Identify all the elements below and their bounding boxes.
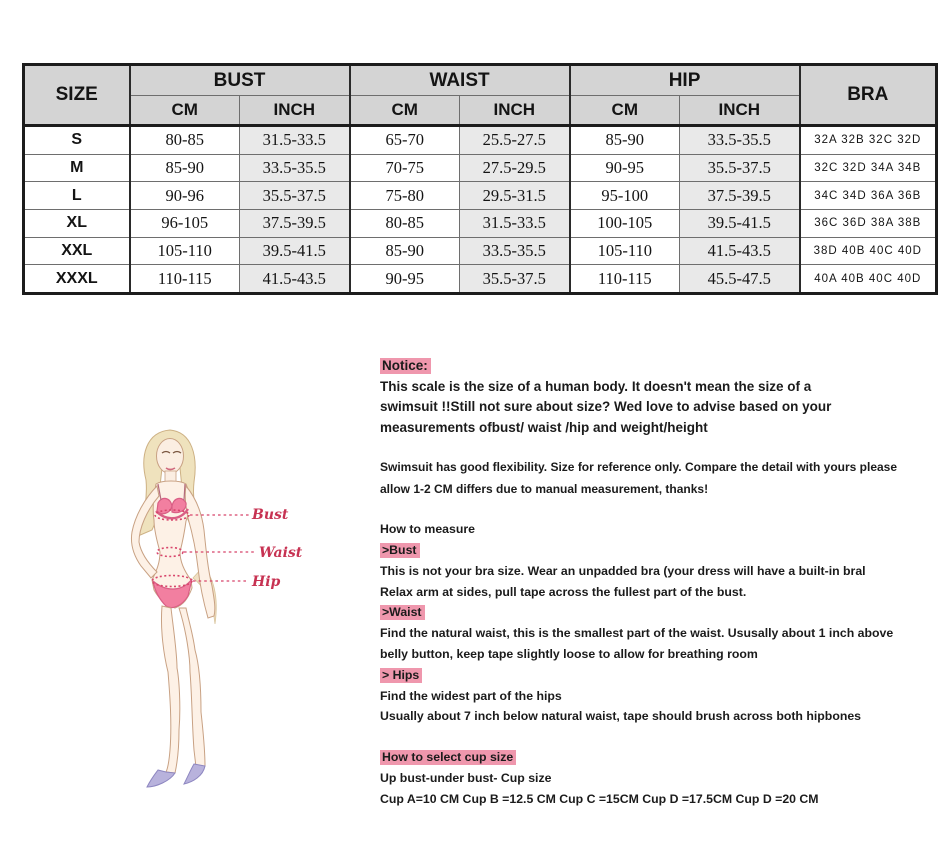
note-section-notice: [380, 356, 940, 438]
bust-label: Bust: [252, 507, 289, 523]
cell-hip-cm: 95-100: [570, 182, 680, 210]
highlighted-heading: >Bust: [380, 543, 420, 558]
cell-bust-inch: 33.5-35.5: [240, 154, 350, 182]
notes-column: [380, 356, 940, 810]
note-section-flexibility: [380, 457, 940, 500]
header-bust-inch: INCH: [240, 96, 350, 126]
table-row-xl: [24, 210, 937, 238]
table-row-m: [24, 154, 937, 182]
cell-bra: 32C 32D 34A 34B: [800, 154, 937, 182]
cell-waist-inch: 27.5-29.5: [460, 154, 570, 182]
bikini-top-left-cup: [157, 498, 172, 513]
left-leg-shape: [161, 606, 179, 773]
cell-bust-inch: 31.5-33.5: [240, 126, 350, 155]
cell-size: L: [24, 182, 130, 210]
table-row-l: [24, 182, 937, 210]
cell-waist-inch: 35.5-37.5: [460, 265, 570, 294]
cell-waist-cm: 75-80: [350, 182, 460, 210]
note-text-line: Usually about 7 inch below natural waist, tape should brush across both hipbones: [380, 709, 862, 724]
note-text-line: This is not your bra size. Wear an unpadded bra (your dress will have a built-in bral: [380, 563, 866, 578]
cell-waist-inch: 31.5-33.5: [460, 210, 570, 238]
cell-bust-cm: 90-96: [130, 182, 240, 210]
note-text-line: Relax arm at sides, pull tape across the fullest part of the bust.: [380, 584, 747, 599]
head-shape: [157, 439, 184, 474]
table-row-s: [24, 126, 937, 155]
cell-hip-cm: 90-95: [570, 154, 680, 182]
note-text-line: Find the natural waist, this is the smallest part of the waist. Ususally about 1 inch above: [380, 626, 894, 641]
cell-bust-inch: 41.5-43.5: [240, 265, 350, 294]
cell-bust-cm: 85-90: [130, 154, 240, 182]
note-heading: [380, 356, 940, 377]
cell-bust-cm: 80-85: [130, 126, 240, 155]
cell-hip-inch: 37.5-39.5: [680, 182, 800, 210]
cell-waist-inch: 33.5-35.5: [460, 237, 570, 265]
cell-hip-inch: 35.5-37.5: [680, 154, 800, 182]
fashion-sketch: [100, 420, 380, 820]
size-chart-table: [22, 63, 938, 295]
cell-bra: 36C 36D 38A 38B: [800, 210, 937, 238]
cell-hip-inch: 39.5-41.5: [680, 210, 800, 238]
note-section-how-to-measure: [380, 519, 940, 727]
cell-bust-inch: 35.5-37.5: [240, 182, 350, 210]
cell-bust-inch: 39.5-41.5: [240, 237, 350, 265]
cell-bust-cm: 110-115: [130, 265, 240, 294]
cell-bust-cm: 96-105: [130, 210, 240, 238]
cell-size: S: [24, 126, 130, 155]
note-text-line: Up bust-under bust- Cup size: [380, 770, 552, 785]
header-bust: BUST: [130, 65, 350, 96]
note-text-line: allow 1-2 CM differs due to manual measurement, thanks!: [380, 481, 709, 496]
cell-hip-inch: 41.5-43.5: [680, 237, 800, 265]
header-waist-inch: INCH: [460, 96, 570, 126]
note-text-line: Swimsuit has good flexibility. Size for reference only. Compare the detail with yours please: [380, 460, 898, 474]
highlighted-heading: >Waist: [380, 605, 425, 620]
header-hip: HIP: [570, 65, 800, 96]
highlighted-heading: How to select cup size: [380, 750, 516, 765]
note-section-cup-size: [380, 747, 940, 809]
table-header: [24, 65, 937, 126]
highlighted-heading: > Hips: [380, 668, 422, 683]
note-heading: [380, 602, 940, 623]
size-chart-table-wrap: [22, 63, 938, 295]
cell-hip-cm: 100-105: [570, 210, 680, 238]
note-heading: [380, 540, 940, 561]
header-hip-inch: INCH: [680, 96, 800, 126]
header-bust-cm: CM: [130, 96, 240, 126]
cell-hip-cm: 110-115: [570, 265, 680, 294]
cell-waist-cm: 70-75: [350, 154, 460, 182]
right-shoe-shape: [184, 764, 205, 784]
hip-label: Hip: [252, 574, 281, 590]
highlighted-heading: Notice:: [380, 358, 431, 374]
cell-waist-cm: 85-90: [350, 237, 460, 265]
cell-size: M: [24, 154, 130, 182]
cell-size: XXXL: [24, 265, 130, 294]
cell-hip-cm: 85-90: [570, 126, 680, 155]
cell-waist-cm: 65-70: [350, 126, 460, 155]
cell-hip-inch: 45.5-47.5: [680, 265, 800, 294]
note-text-line: measurements ofbust/ waist /hip and weight/height: [380, 419, 708, 435]
cell-size: XXL: [24, 237, 130, 265]
note-heading: [380, 665, 940, 686]
left-shoe-shape: [147, 770, 175, 787]
note-text-line: Cup A=10 CM Cup B =12.5 CM Cup C =15CM Cup D =17.5CM Cup D =20 CM: [380, 791, 819, 806]
table-row-xxl: [24, 237, 937, 265]
note-text-line: swimsuit !!Still not sure about size? Wed love to advise based on your: [380, 399, 832, 414]
cell-hip-cm: 105-110: [570, 237, 680, 265]
body-measurement-illustration: [100, 420, 380, 820]
header-hip-cm: CM: [570, 96, 680, 126]
header-size: SIZE: [24, 65, 130, 126]
waist-label: Waist: [259, 545, 303, 561]
cell-bra: 40A 40B 40C 40D: [800, 265, 937, 294]
header-waist-cm: CM: [350, 96, 460, 126]
cell-bra: 38D 40B 40C 40D: [800, 237, 937, 265]
cell-bra: 34C 34D 36A 36B: [800, 182, 937, 210]
cell-bust-inch: 37.5-39.5: [240, 210, 350, 238]
header-bra: BRA: [800, 65, 937, 126]
cell-bra: 32A 32B 32C 32D: [800, 126, 937, 155]
table-body: [24, 126, 937, 294]
cell-waist-cm: 90-95: [350, 265, 460, 294]
note-text-line: This scale is the size of a human body. It doesn't mean the size of a: [380, 378, 812, 394]
cell-hip-inch: 33.5-35.5: [680, 126, 800, 155]
header-waist: WAIST: [350, 65, 570, 96]
cell-waist-inch: 29.5-31.5: [460, 182, 570, 210]
cell-waist-cm: 80-85: [350, 210, 460, 238]
note-text-line: How to measure: [380, 522, 475, 537]
cell-bust-cm: 105-110: [130, 237, 240, 265]
table-row-xxxl: [24, 265, 937, 294]
cell-size: XL: [24, 210, 130, 238]
right-leg-shape: [179, 608, 205, 767]
note-text-line: Find the widest part of the hips: [380, 688, 562, 703]
note-heading: [380, 747, 940, 768]
note-text-line: belly button, keep tape slightly loose to allow for breathing room: [380, 646, 758, 661]
cell-waist-inch: 25.5-27.5: [460, 126, 570, 155]
